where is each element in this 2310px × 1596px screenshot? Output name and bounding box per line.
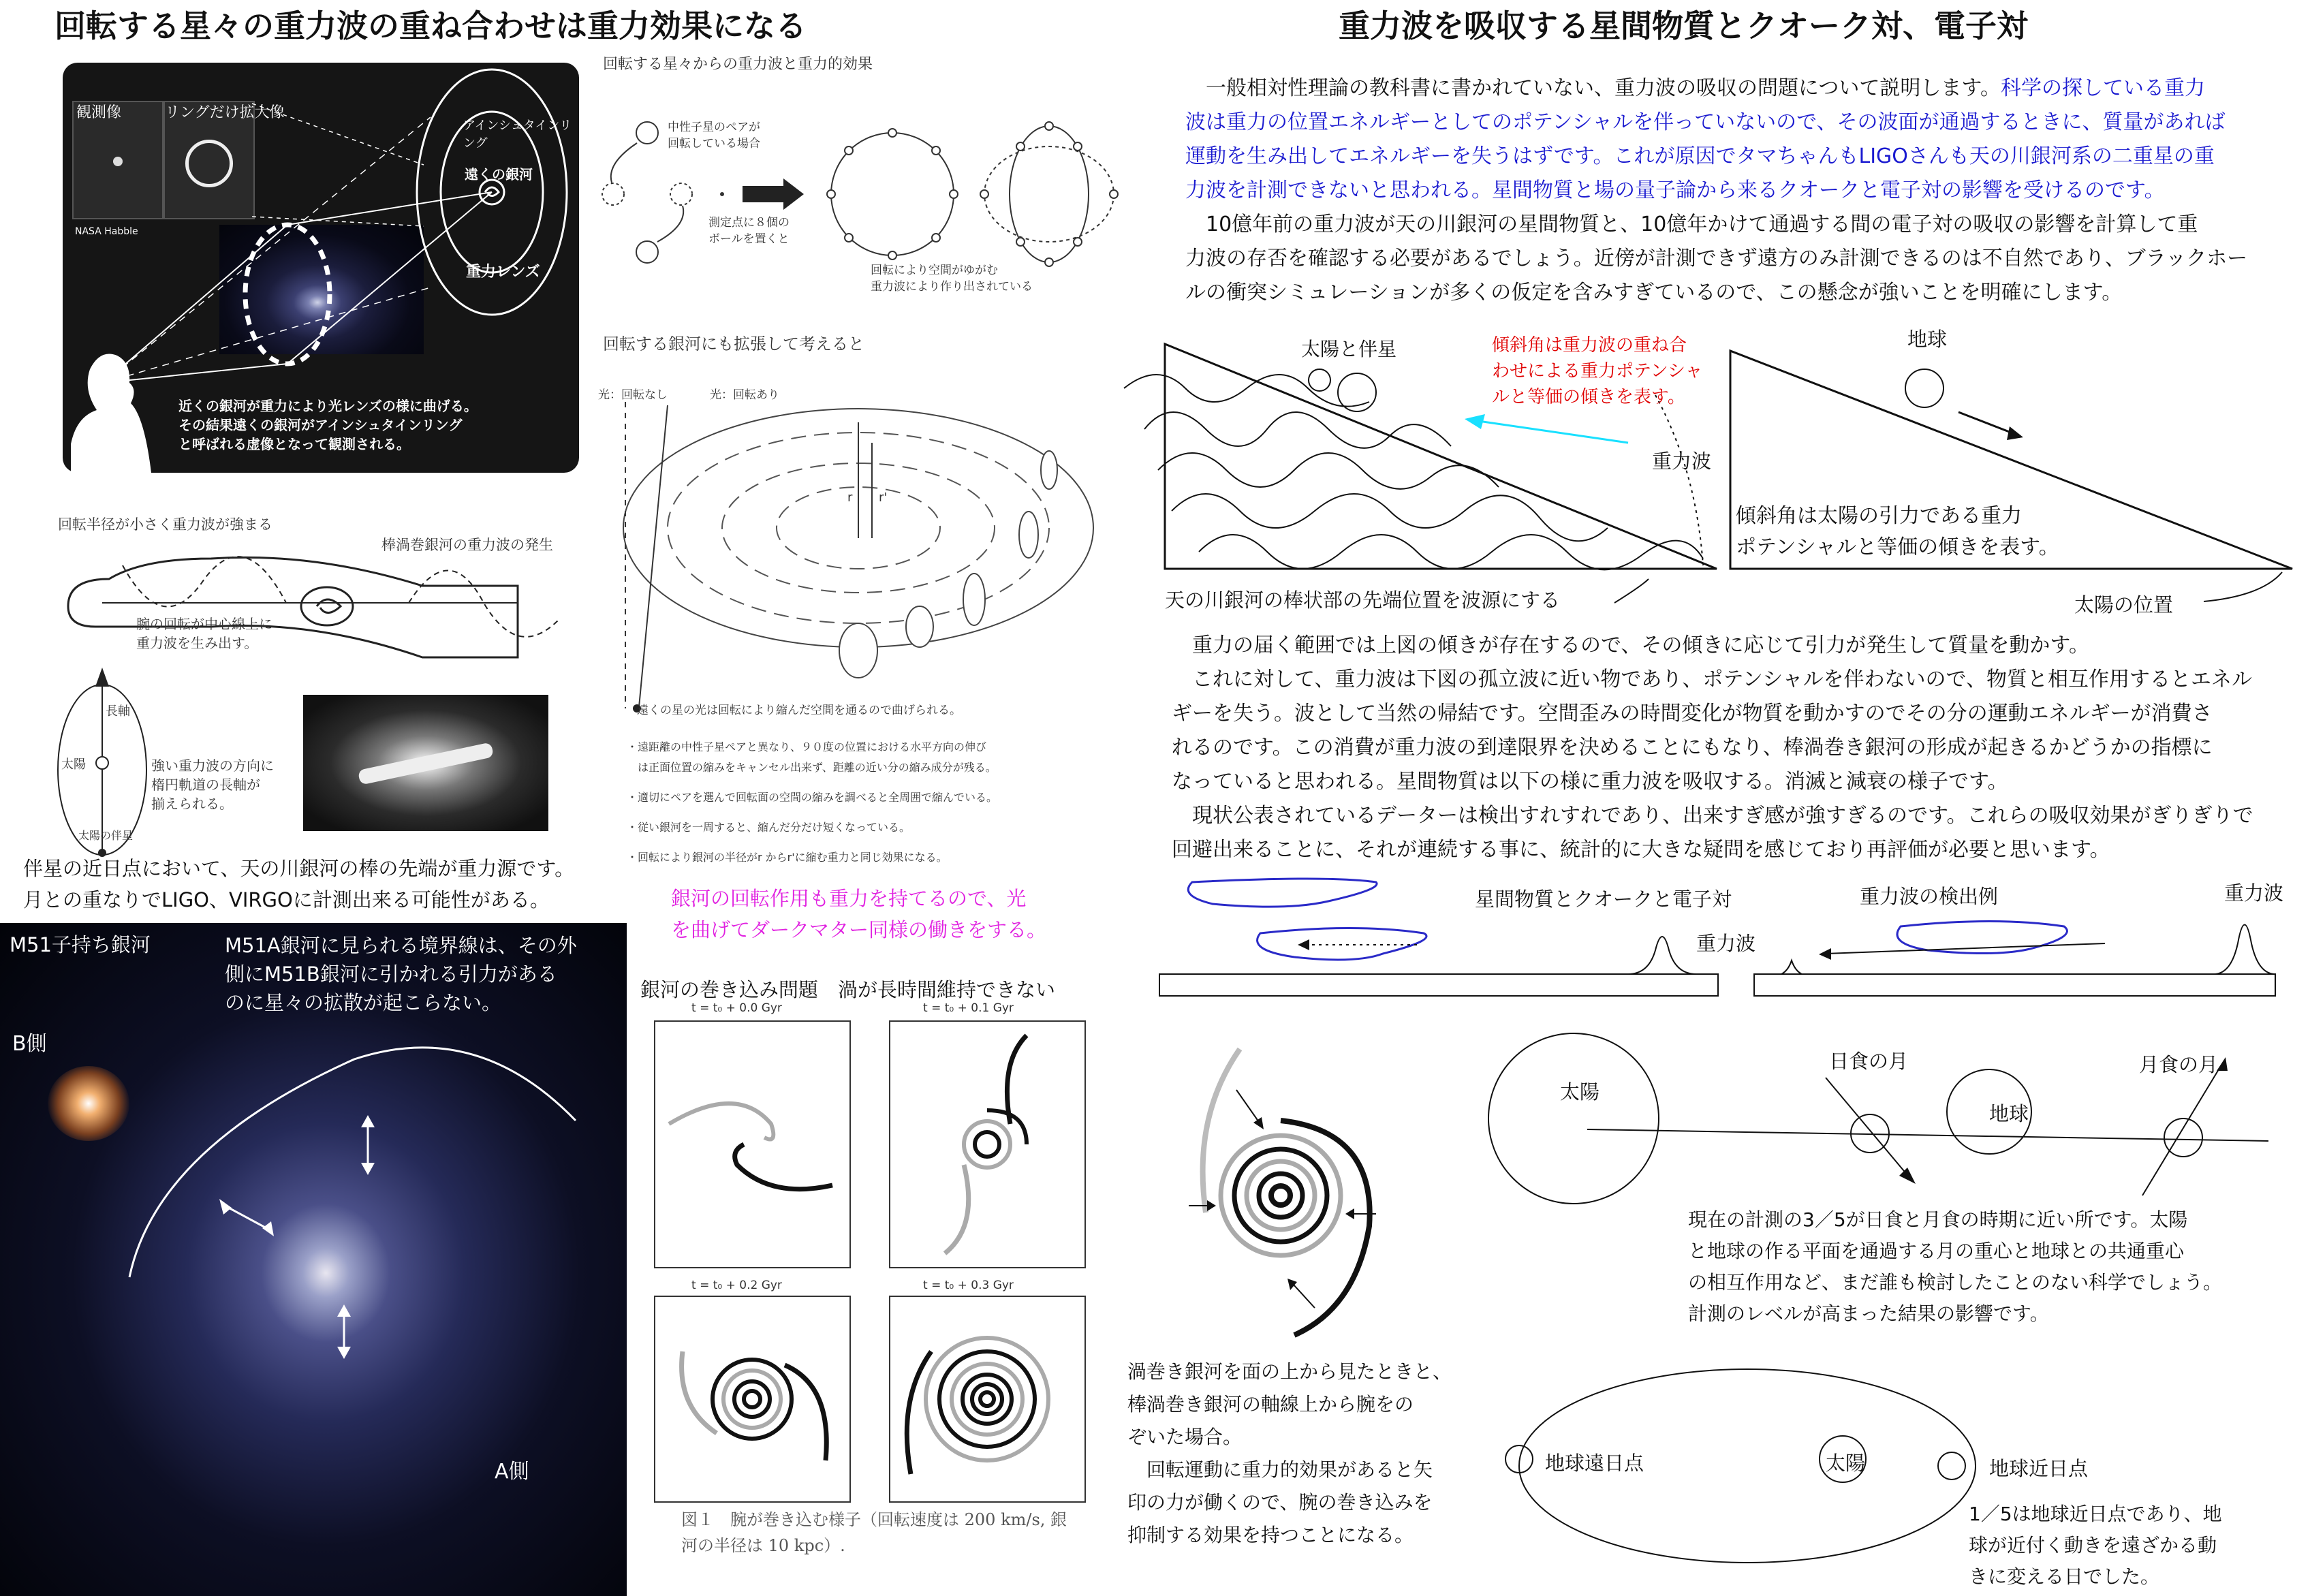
bullet-line: ・遠距離の中性子星ペアと異なり、９０度の位置における水平方向の伸び — [627, 740, 987, 753]
aphelion-label: 地球遠日点 — [1545, 1452, 1644, 1475]
boundary-text-line: M51A銀河に見られる境界線は、その外 — [225, 934, 577, 957]
eclipse-text-line: と地球の作る平面を通過する月の重心と地球との共通重心 — [1688, 1240, 2185, 1262]
wave2-label: 重力波 — [2224, 881, 2284, 905]
boundary-line — [129, 1048, 576, 1277]
far-galaxy-label: 遠くの銀河 — [465, 166, 533, 183]
eclipse-earth-label: 地球 — [1989, 1102, 2029, 1125]
sun-companion-label: 太陽と伴星 — [1301, 338, 1397, 360]
cyan-arrow-line — [1478, 421, 1628, 443]
r-label: r — [847, 490, 853, 505]
strong-text — [151, 756, 274, 813]
observed-label: 観測像 — [76, 104, 122, 121]
right-arrow-icon — [743, 178, 804, 210]
spiral-arrows-svg — [1151, 1035, 1410, 1349]
winding-panel-3 — [889, 1296, 1086, 1503]
intro-line: 運動を生み出してエネルギーを失うはずです。これが原因でタマちゃんもLIGOさんも天の川銀河系の二重星の重 — [1185, 144, 2215, 168]
eclipse-text-line: 現在の計測の3／5が日食と月食の時期に近い所です。太陽 — [1688, 1208, 2188, 1231]
observer-silhouette — [71, 354, 151, 473]
eclipse-sun-label: 太陽 — [1560, 1080, 1600, 1104]
right-title: 重力波を吸収する星間物質とクオーク対、電子対 — [1339, 7, 2028, 44]
lens-galaxy-outline — [245, 225, 330, 364]
lens-caption-line: その結果遠くの銀河がアインシュタインリング — [178, 417, 463, 433]
dark-matter-text — [671, 883, 1046, 945]
spiral-caption-line: 回転運動に重力的効果があると矢 — [1127, 1458, 1433, 1481]
red-note-line: ルと等価の傾きを表す。 — [1492, 387, 1685, 407]
companion-label: 太陽の伴星 — [78, 829, 134, 842]
sun-note-line: ポテンシャルと等価の傾きを表す。 — [1736, 535, 2059, 559]
bar-outline — [68, 557, 518, 657]
earth-label: 地球 — [1907, 328, 1948, 351]
galaxy-bullets — [627, 737, 997, 868]
sun-pos-label: 太陽の位置 — [2074, 593, 2174, 616]
sun-big-circle — [1488, 1033, 1659, 1204]
arm-text-line: 腕の回転が中心線上に — [136, 616, 272, 632]
mid-line: れるのです。この消費が重力波の到達限界を決めることにもなり、棒渦巻き銀河の形成が起きるかどうかの指標に — [1172, 736, 2213, 760]
galaxy-fig-title: 回転する銀河にも拡張して考えると — [603, 334, 864, 354]
side-b-label: B側 — [12, 1032, 47, 1056]
wave1-label: 重力波 — [1696, 932, 1756, 955]
intro-blue: 科学の探している重力 — [2001, 76, 2205, 100]
winding-panel-label-1: t = t₀ + 0.1 Gyr — [923, 1001, 1014, 1015]
effect-label-line: 重力波により作り出されている — [871, 280, 1033, 294]
spiral-caption-line: 印の力が働くので、腕の巻き込みを — [1127, 1491, 1433, 1514]
intro-line: 波は重力の位置エネルギーとしてのポテンシャルを伴っていないので、その波面が通過するときに、質量があれば — [1185, 110, 2226, 134]
effect-label-line: 回転により空間がゆがむ — [871, 264, 998, 277]
spiral-caption-line: 抑制する効果を持つことになる。 — [1127, 1524, 1414, 1546]
intro-text: 一般相対性理論の教科書に書かれていない、重力波の吸収の問題について説明します。 — [1185, 76, 2001, 100]
spiral-caption-line: 棒渦巻き銀河の軸線上から腕をの — [1127, 1393, 1414, 1415]
intro-line: 力波の存否を確認する必要があるでしょう。近傍が計測できず遠方のみ計測できるのは不自然であり、ブラックホー — [1185, 247, 2248, 270]
mid-line: これに対して、重力波は下図の孤立波に近い物であり、ポテンシャルを伴わないので、物質と相互作用するとエネル — [1172, 668, 2252, 691]
detect-label: 重力波の検出例 — [1860, 885, 1999, 908]
red-note-line: わせによる重力ポテンシャ — [1492, 361, 1703, 381]
gravitational-lens-panel — [63, 63, 579, 473]
dark-matter-line: 銀河の回転作用も重力を持てるので、光 — [671, 887, 1027, 910]
eclipse-diagram-svg — [1485, 1001, 2289, 1219]
companion-text-line: 伴星の近日点において、天の川銀河の棒の先端が重力源です。 — [23, 857, 575, 880]
solar-moon-label: 日食の月 — [1829, 1050, 1909, 1073]
winding-panel-label-3: t = t₀ + 0.3 Gyr — [923, 1279, 1014, 1292]
balls-label — [708, 215, 790, 247]
bullet-line: ・適切にペアを選んで回転面の空間の縮みを調べると全周囲で縮んでいる。 — [627, 791, 998, 804]
pair-label-line: 中性子星のペアが — [668, 121, 760, 134]
earth-circle — [1905, 369, 1944, 407]
boundary-text-line: 側にM51B銀河に引かれる引力がある — [225, 963, 557, 986]
winding-caption-line: 河の半径は 10 kpc）. — [681, 1536, 845, 1555]
sun-note-line: 傾斜角は太陽の引力である重力 — [1736, 504, 2022, 528]
intro-line — [1185, 72, 2289, 106]
dark-matter-line: を曲げてダークマター同様の働きをする。 — [671, 918, 1047, 941]
intro-line: 力波を計測できないと思われる。星間物質と場の量子論から来るクオークと電子対の影響を受けるのです。 — [1185, 178, 2165, 202]
mid-line: 現状公表されているデーターは検出すれすれであり、出来すぎ感が強すぎるのです。これらの吸収効果がぎりぎりで — [1172, 804, 2253, 828]
orbit-text-line: 球が近付く動きを遠ざかる動 — [1969, 1534, 2217, 1556]
matter-label: 星間物質とクオークと電子対 — [1475, 888, 1732, 911]
pair-label-line: 回転している場合 — [668, 137, 760, 151]
cyan-arrow-head — [1465, 414, 1485, 429]
mid-paragraph — [1172, 629, 2289, 867]
balls-label-line: ボールを置くと — [708, 232, 790, 246]
pair-fig-title: 回転する星々からの重力波と重力的効果 — [603, 56, 873, 73]
bullet-line: は正面位置の縮みをキャンセル出来ず、距離の近い分の縮み成分が残る。 — [627, 761, 997, 774]
winding-panel-label-0: t = t₀ + 0.0 Gyr — [691, 1001, 782, 1015]
pair-label — [668, 119, 760, 152]
red-note — [1492, 332, 1703, 410]
mid-line: 回避出来ることに、それが連続する事に、統計的に大きな疑問を感じており再評価が必要と思います。 — [1172, 838, 2110, 862]
incline-diagram-svg — [1117, 334, 2303, 620]
source-label: 天の川銀河の棒状部の先端位置を波源にする — [1165, 589, 1561, 612]
winding-panel-1 — [889, 1020, 1086, 1268]
orbit-text — [1969, 1499, 2222, 1593]
eclipse-text-line: 計測のレベルが高まった結果の影響です。 — [1688, 1302, 2049, 1325]
intro-line: ルの衝突シミュレーションが多くの仮定を含みすぎているので、この懸念が強いことを明確にします。 — [1185, 281, 2123, 304]
boundary-text-line: のに星々の拡散が起こらない。 — [225, 991, 502, 1014]
mid-line: 重力の届く範囲では上図の傾きが存在するので、その傾きに応じて引力が発生して質量を動かす。 — [1172, 633, 2089, 657]
orbit-sun-label: 太陽 — [1826, 1452, 1866, 1475]
einstein-ring-label: アインシュタインリング — [463, 119, 572, 151]
eclipse-text — [1688, 1204, 2222, 1330]
perihelion-label: 地球近日点 — [1989, 1457, 2089, 1480]
grav-wave-label: 重力波 — [1652, 450, 1712, 473]
credit-label: NASA Habble — [75, 226, 138, 237]
galaxy-caption: 遠くの星の光は回転により縮んだ空間を通るので曲げられる。 — [637, 704, 961, 717]
winding-caption — [681, 1507, 1067, 1559]
barred-label: 棒渦巻銀河の重力波の発生 — [381, 537, 553, 553]
m51-annotations-svg — [0, 923, 627, 1596]
light-none-label: 光：回転なし — [598, 388, 668, 402]
lens-caption-line: と呼ばれる虚像となって観測される。 — [178, 436, 410, 452]
effect-label — [871, 262, 1033, 295]
sun-note — [1736, 501, 2059, 563]
light-rot-label: 光：回転あり — [710, 388, 779, 402]
strong-text-line: 強い重力波の方向に — [151, 757, 274, 774]
companion-text-line: 月との重なりでLIGO、VIRGOに計測出来る可能性がある。 — [23, 888, 550, 911]
galaxy-bar — [358, 742, 494, 785]
strong-text-line: 楕円軌道の長軸が — [151, 777, 260, 793]
grav-lens-label: 重力レンズ — [466, 264, 540, 281]
sun-label: 太陽 — [61, 757, 86, 772]
long-axis-label: 長軸 — [106, 704, 130, 719]
eclipse-text-line: の相互作用など、まだ誰も検討したことのない科学でしょう。 — [1688, 1271, 2223, 1294]
winding-caption-line: 図１ 腕が巻き込む様子（回転速度は 200 km/s, 銀 — [681, 1510, 1067, 1529]
m51-photo — [0, 923, 627, 1596]
companion-text — [23, 853, 574, 916]
companion-circle — [1309, 369, 1330, 391]
radius-label: 回転半径が小さく重力波が強まる — [58, 516, 272, 533]
rotating-galaxy-svg — [599, 381, 1117, 715]
lens-caption-line: 近くの銀河が重力により光レンズの様に曲げる。 — [178, 398, 478, 414]
winding-panel-2 — [654, 1296, 851, 1503]
winding-panel-label-2: t = t₀ + 0.2 Gyr — [691, 1279, 782, 1292]
spiral-caption-line: ぞいた場合。 — [1127, 1426, 1243, 1448]
m51-label: M51子持ち銀河 — [10, 933, 151, 956]
m51-boundary-text — [225, 931, 577, 1017]
side-a-label: A側 — [495, 1460, 529, 1484]
mid-line: なっていると思われる。星間物質は以下の様に重力波を吸収する。消滅と減衰の様子です。 — [1172, 770, 2008, 794]
bullet-line: ・従い銀河を一周すると、縮んだ分だけ短くなっている。 — [627, 821, 911, 834]
arm-text-line: 重力波を生み出す。 — [136, 635, 258, 651]
lunar-moon-label: 月食の月 — [2139, 1053, 2219, 1076]
left-title: 回転する星々の重力波の重ね合わせは重力効果になる — [54, 7, 807, 44]
winding-title: 銀河の巻き込み問題 渦が長時間維持できない — [640, 978, 1056, 1001]
bullet-line: ・回転により銀河の半径がr からr'に縮む重力と同じ効果になる。 — [627, 851, 948, 864]
r-prime-label: r' — [879, 490, 888, 505]
ring-zoom-label: リングだけ拡大像 — [165, 104, 285, 121]
spiral-caption-line: 渦巻き銀河を面の上から見たときと、 — [1127, 1360, 1452, 1383]
winding-panel-0 — [654, 1020, 851, 1268]
orbit-text-line: 1／5は地球近日点であり、地 — [1969, 1503, 2222, 1525]
barred-galaxy-photo — [303, 695, 548, 831]
spiral-caption — [1127, 1356, 1452, 1552]
strong-text-line: 揃えられる。 — [151, 796, 233, 812]
intro-paragraph — [1185, 72, 2289, 310]
orbit-text-line: きに変える日でした。 — [1969, 1565, 2160, 1588]
lens-caption — [178, 396, 478, 454]
mid-line: ギーを失う。波として当然の帰結です。空間歪みの時間変化が物質を動かすのでその分の運動エネルギーが消費さ — [1172, 702, 2213, 725]
intro-line: 10億年前の重力波が天の川銀河の星間物質と、10億年かけて通過する間の電子対の吸収の影響を計算して重 — [1185, 213, 2198, 236]
red-note-line: 傾斜角は重力波の重ね合 — [1492, 335, 1687, 356]
arm-text — [136, 614, 272, 653]
balls-label-line: 測定点に８個の — [708, 216, 790, 230]
